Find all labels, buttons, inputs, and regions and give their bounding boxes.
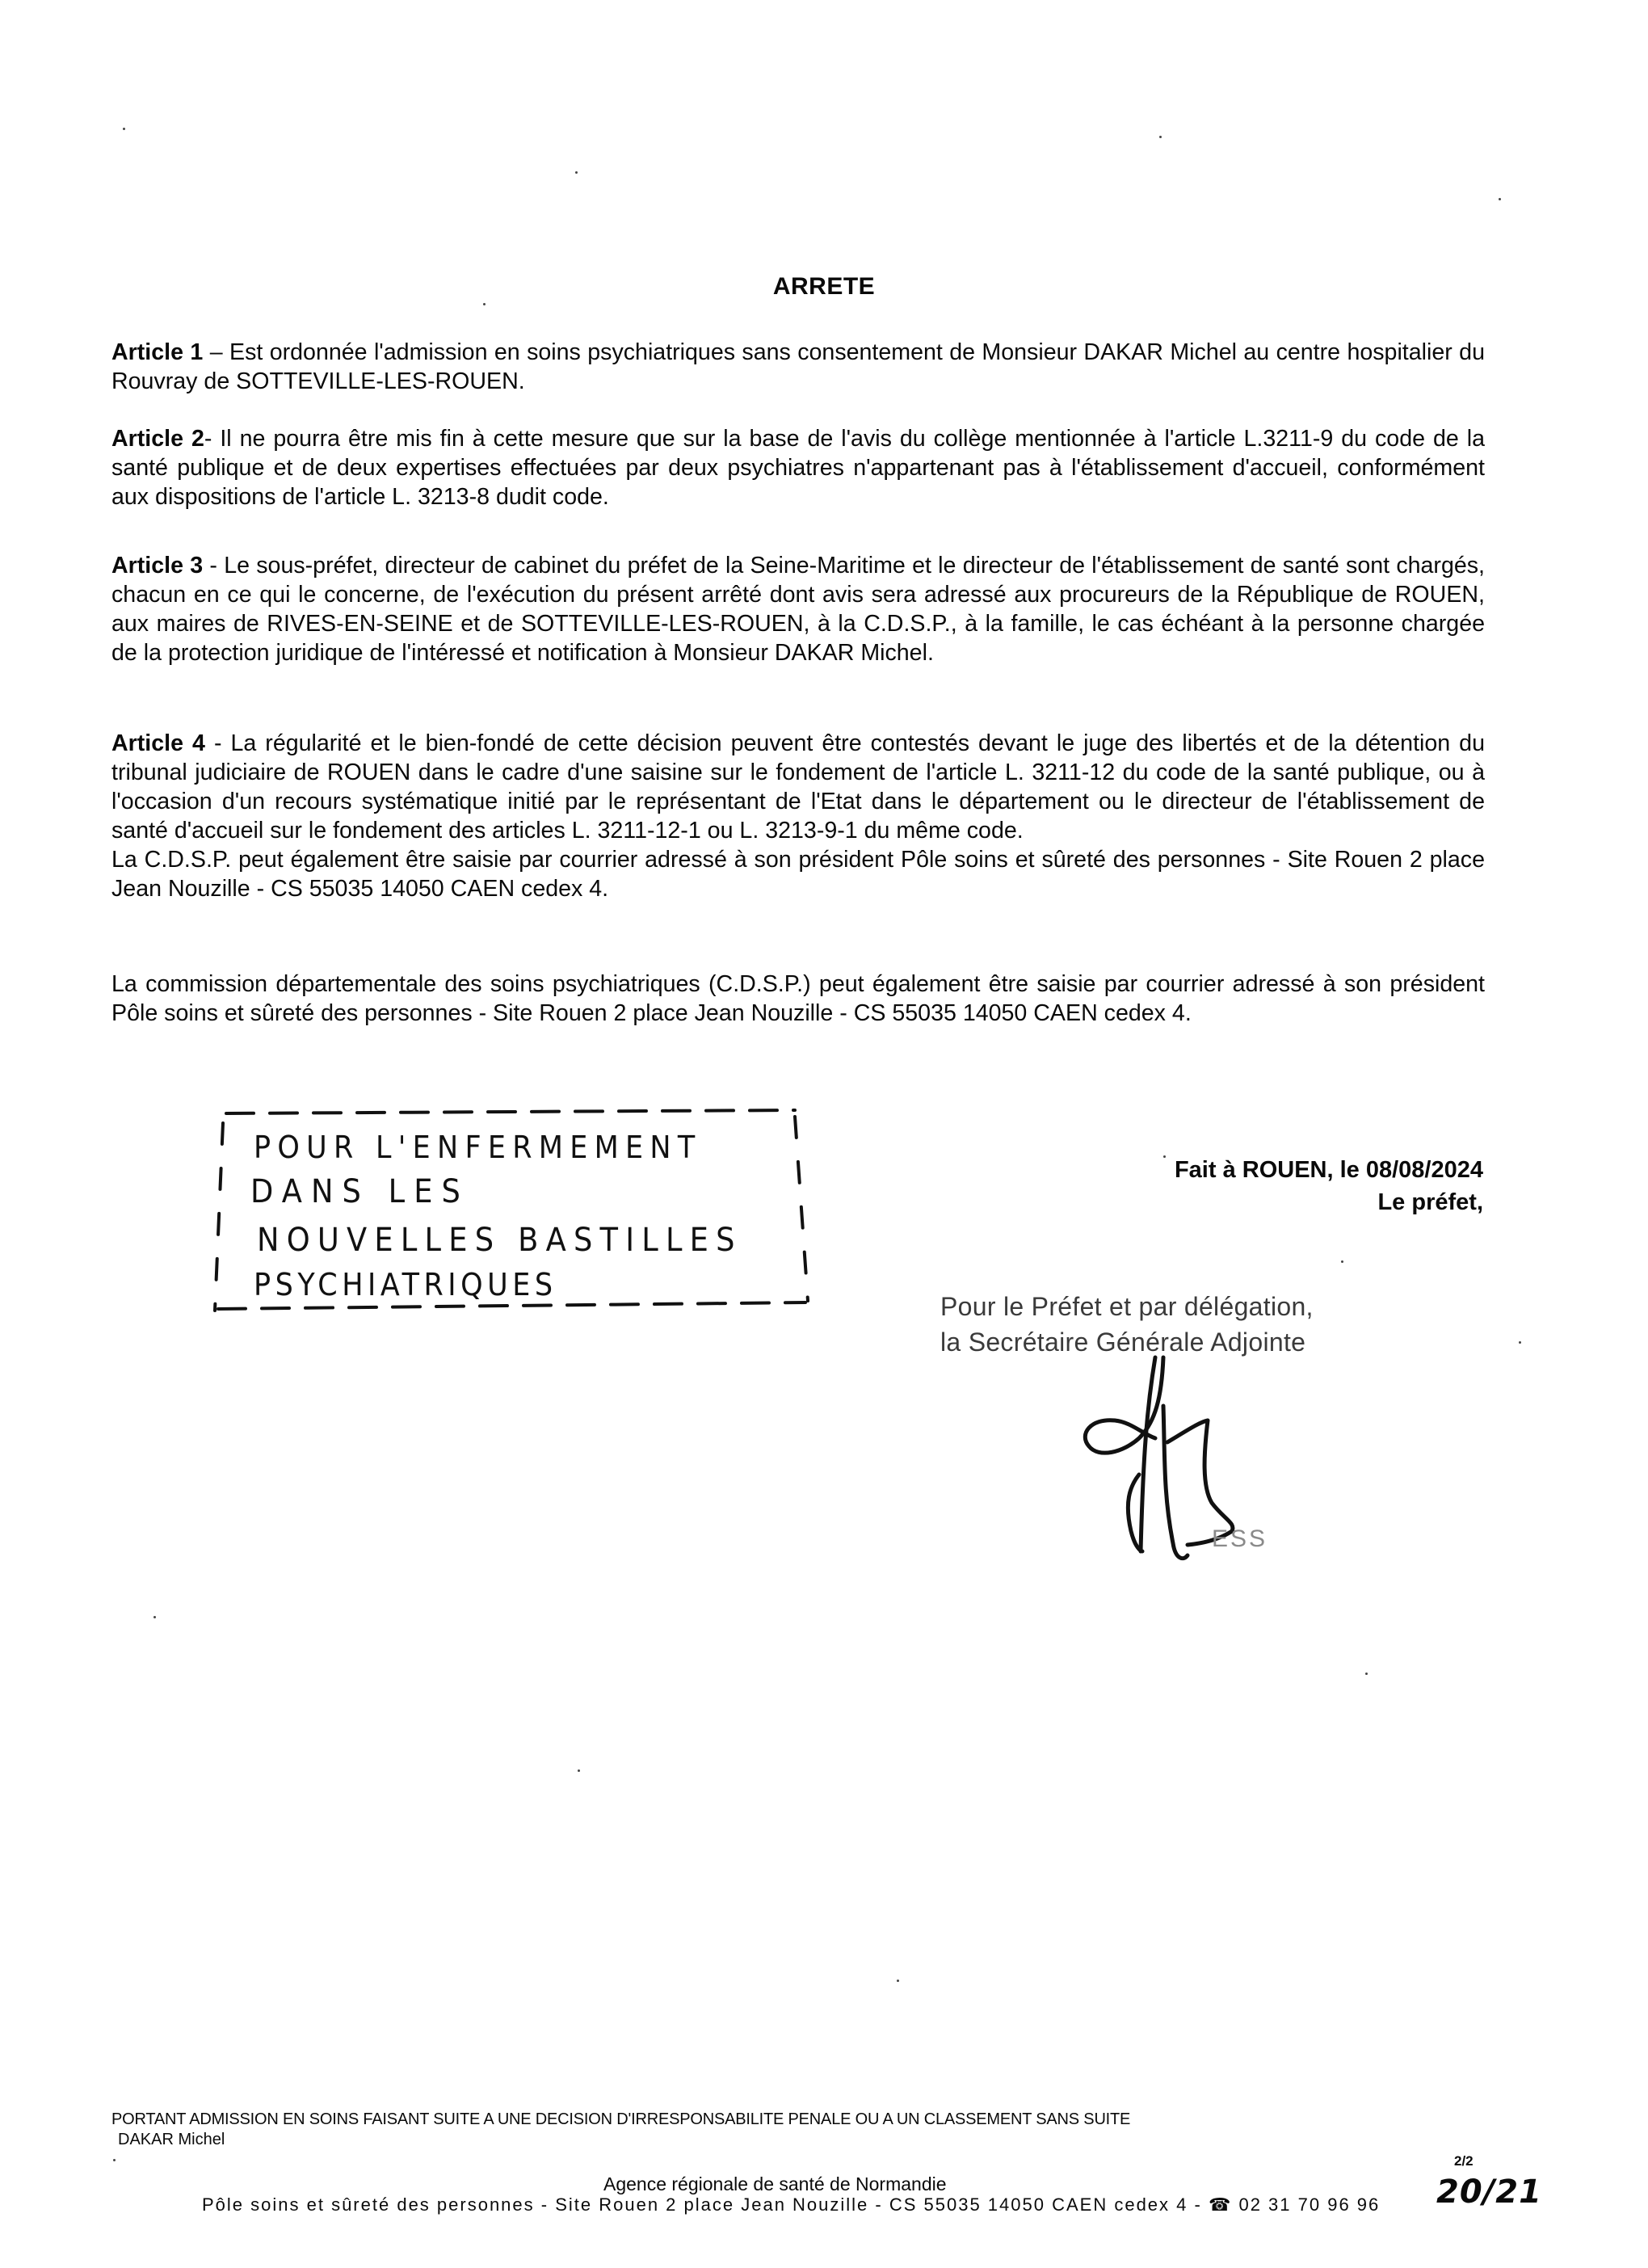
handwritten-page-number: 20/21	[1436, 2173, 1542, 2211]
article-3-label: Article 3	[111, 553, 204, 579]
scan-speck	[113, 2159, 116, 2161]
article-4-cdsp-note: La C.D.S.P. peut également être saisie par courrier adressé à son président Pôle soins et sûreté des personnes - Site Rouen 2 place Jean Nouzille - CS 55035 14050 CAEN cedex 4.	[111, 847, 1485, 902]
article-3-text: Le sous-préfet, directeur de cabinet du préfet de la Seine-Maritime et le directeur de l'établissement de santé sont chargés, chacun en ce qui le concerne, de l'exécution du présent arrêté dont avis sera adressé aux procureurs de la République de ROUEN, aux maires de RIVES-EN-SEINE et de SOTTEVILLE-LES-ROUEN, à la C.D.S.P., à la famille, le cas échéant à la personne chargée de la protection juridique de l'intéressé et notification à Monsieur DAKAR Michel.	[111, 553, 1485, 666]
signer-name-fragment: ESS	[1212, 1525, 1268, 1552]
signer-title: Le préfet,	[1377, 1189, 1483, 1215]
article-2-separator: -	[204, 426, 221, 452]
delegation-line-2: la Secrétaire Générale Adjointe	[940, 1328, 1306, 1357]
scan-speck	[578, 1769, 580, 1772]
footer-person: DAKAR Michel	[118, 2131, 225, 2148]
delegation-text	[940, 1289, 1314, 1360]
scan-speck	[483, 303, 486, 305]
article-1-label: Article 1	[111, 339, 204, 365]
footer-address-clipped	[202, 2194, 1398, 2215]
scan-speck	[1365, 1673, 1368, 1675]
scan-speck	[1163, 1155, 1166, 1158]
article-4	[111, 729, 1485, 903]
delegation-line-1: Pour le Préfet et par délégation,	[940, 1292, 1314, 1321]
scan-speck	[1159, 136, 1162, 138]
final-paragraph	[111, 970, 1485, 1028]
article-1-separator: –	[203, 339, 229, 365]
signature-block	[1175, 1154, 1483, 1218]
final-paragraph-text: La commission départementale des soins psychiatriques (C.D.S.P.) peut également être saisie par courrier adressé à son président Pôle soins et sûreté des personnes - Site Rouen 2 place Jean Nouzille - CS 55035 14050 CAEN cedex 4.	[111, 971, 1485, 1026]
handwritten-line-1: POUR L'ENFERMEMENT	[254, 1130, 702, 1165]
article-4-separator: -	[204, 730, 231, 756]
handwritten-line-2: DANS LES	[250, 1173, 469, 1210]
footer-address-text: Pôle soins et sûreté des personnes - Site Rouen 2 place Jean Nouzille - CS 55035 14050 CAEN cedex 4 - ☎ 02 31 70 96 96	[202, 2194, 1381, 2215]
handwritten-line-3: NOUVELLES BASTILLES	[257, 1222, 742, 1259]
document-title: ARRETE	[772, 273, 876, 300]
handwritten-annotation-box	[212, 1099, 818, 1325]
article-4-label: Article 4	[111, 730, 205, 756]
handwritten-line-4: PSYCHIATRIQUES	[254, 1267, 557, 1302]
scan-speck	[897, 1980, 899, 1982]
footer-agency: Agence régionale de santé de Normandie	[603, 2173, 947, 2194]
scan-speck	[1499, 198, 1501, 200]
article-2	[111, 424, 1485, 511]
article-3	[111, 551, 1485, 667]
page-number: 2/2	[1454, 2153, 1474, 2169]
scan-speck	[123, 128, 125, 130]
article-1	[111, 338, 1485, 396]
article-4-text: La régularité et le bien-fondé de cette décision peuvent être contestés devant le juge des libertés et de la détention du tribunal judiciaire de ROUEN dans le cadre d'une saisine sur le fondement de l'article L. 3211-12 du code de la santé publique, ou à l'occasion d'un recours systématique initié par le représentant de l'Etat dans le département ou le directeur de l'établissement de santé d'accueil sur le fondement des articles L. 3211-12-1 ou L. 3213-9-1 du même code.	[111, 730, 1485, 844]
article-2-label: Article 2	[111, 426, 204, 452]
scan-speck	[1341, 1260, 1343, 1263]
scan-speck	[575, 171, 578, 174]
article-1-text: Est ordonnée l'admission en soins psychiatriques sans consentement de Monsieur DAKAR Michel au centre hospitalier du Rouvray de SOTTEVILLE-LES-ROUEN.	[111, 339, 1485, 394]
article-2-text: Il ne pourra être mis fin à cette mesure que sur la base de l'avis du collège mentionnée à l'article L.3211-9 du code de la santé publique et de deux expertises effectuées par deux psychiatres n'appartenant pas à l'établissement d'accueil, conformément aux dispositions de l'article L. 3213-8 dudit code.	[111, 426, 1485, 510]
scan-speck	[153, 1616, 156, 1618]
article-3-separator: -	[203, 553, 225, 579]
place-date: Fait à ROUEN, le 08/08/2024	[1174, 1157, 1483, 1183]
scan-speck	[1519, 1341, 1521, 1344]
footer-subject: PORTANT ADMISSION EN SOINS FAISANT SUITE A UNE DECISION D'IRRESPONSABILITE PENALE OU A UN CLASSEMENT SANS SUITE	[111, 2110, 1131, 2128]
